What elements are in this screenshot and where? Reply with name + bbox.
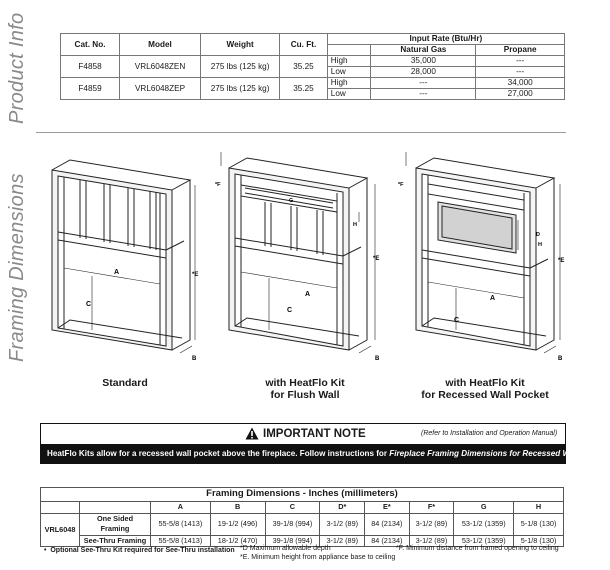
svg-text:A: A xyxy=(114,269,120,276)
caption-recessed-wall: with HeatFlo Kit for Recessed Wall Pocket xyxy=(421,377,549,401)
important-note-body: HeatFlo Kits allow for a recessed wall pocket above the fireplace. Follow instructions for Fireplace Framing Dimensions for Recessed Wall Pocket. xyxy=(41,444,565,463)
framing-diagram-standard xyxy=(42,150,202,375)
framing-diagram-recessed-wall-pocket xyxy=(398,150,568,375)
important-note xyxy=(40,423,610,464)
footnote-see-thru: • Optional See-Thru Kit required for See-Thru installation xyxy=(44,547,235,554)
svg-text:H: H xyxy=(353,222,357,228)
table-row: VRL6048 One Sided Framing 55-5/8 (1413) 19-1/2 (496) 39-1/8 (994) 3-1/2 (89) 84 (2134) 3-1/2 (89) 53-1/2 (1359) 5-1/8 (130) xyxy=(41,513,564,535)
section-divider xyxy=(36,132,566,133)
table-row: F4858 VRL6048ZEN 275 lbs (125 kg) 35.25 High 35,000 --- xyxy=(61,56,565,67)
header-model: Model xyxy=(120,34,201,56)
svg-text:D: D xyxy=(536,232,540,238)
header-input-rate: Input Rate (Btu/Hr) xyxy=(327,34,564,45)
header-weight: Weight xyxy=(200,34,279,56)
important-note-reference: (Refer to Installation and Operation Manual) xyxy=(421,430,558,437)
svg-text:C: C xyxy=(287,307,293,314)
svg-text:C: C xyxy=(454,317,460,324)
svg-text:*E: *E xyxy=(192,272,199,278)
svg-text:A: A xyxy=(305,291,311,298)
svg-text:*F: *F xyxy=(398,182,404,188)
svg-text:*E: *E xyxy=(558,258,565,264)
table-row: F4859 VRL6048ZEP 275 lbs (125 kg) 35.25 High --- 34,000 xyxy=(61,78,565,89)
product-info-table xyxy=(60,33,565,100)
table-row: See-Thru Framing 55-5/8 (1413) 18-1/2 (470) 39-1/8 (994) 3-1/2 (89) 84 (2134) 3-1/2 (89) 53-1/2 (1359) 5-1/8 (130) xyxy=(41,535,564,547)
svg-text:H: H xyxy=(538,242,542,248)
bullet-icon: • xyxy=(44,547,51,554)
table-row: Low 28,000 --- xyxy=(61,67,565,78)
header-cat-no: Cat. No. xyxy=(61,34,120,56)
svg-text:A: A xyxy=(490,295,496,302)
header-cu-ft: Cu. Ft. xyxy=(280,34,328,56)
framing-dimensions-table: Framing Dimensions - Inches (millimeters) A B C D* E* F* G H VRL6048 One Sided Framing 55-5/8 (1413) 19-1/2 (496) 39-1/8 (994) 3-1/2 (89) 84 (2134) 3-1/2 (89) 53-1/2 (1359) 5-1/8 (130) See-Thru Framing 55-5/8 (1413) 18-1/2 (470) 39-1/8 (994) 3-1/2 (89) 84 (2134) 3-1/2 (89) 53-1/2 (1359) 5-1/8 (130) xyxy=(40,487,564,547)
section-label-product-info: Product Info xyxy=(6,12,28,124)
important-note-title: IMPORTANT NOTE xyxy=(263,428,366,440)
svg-text:C: C xyxy=(86,301,92,308)
header-natural-gas: Natural Gas xyxy=(371,45,476,56)
svg-text:*E: *E xyxy=(373,256,380,262)
svg-text:B: B xyxy=(558,356,563,362)
warning-icon xyxy=(245,427,259,440)
svg-text:B: B xyxy=(375,356,380,362)
footnote-f: *F. Minimum distance from framed opening to ceiling xyxy=(396,545,559,552)
svg-text:*F: *F xyxy=(215,182,221,188)
section-label-framing-dimensions: Framing Dimensions xyxy=(6,173,28,362)
svg-text:G: G xyxy=(289,198,294,204)
svg-text:B: B xyxy=(192,356,197,362)
table-row: Low --- 27,000 xyxy=(61,89,565,100)
header-propane: Propane xyxy=(476,45,565,56)
dimensions-table-title: Framing Dimensions - Inches (millimeters) xyxy=(41,488,564,502)
caption-standard: Standard xyxy=(102,377,148,389)
framing-diagram-flush-wall xyxy=(213,150,391,375)
footnote-d-e: *D Maximum allowable depth *E. Minimum height from appliance base to ceiling xyxy=(240,545,396,561)
caption-flush-wall: with HeatFlo Kit for Flush Wall xyxy=(265,377,345,401)
